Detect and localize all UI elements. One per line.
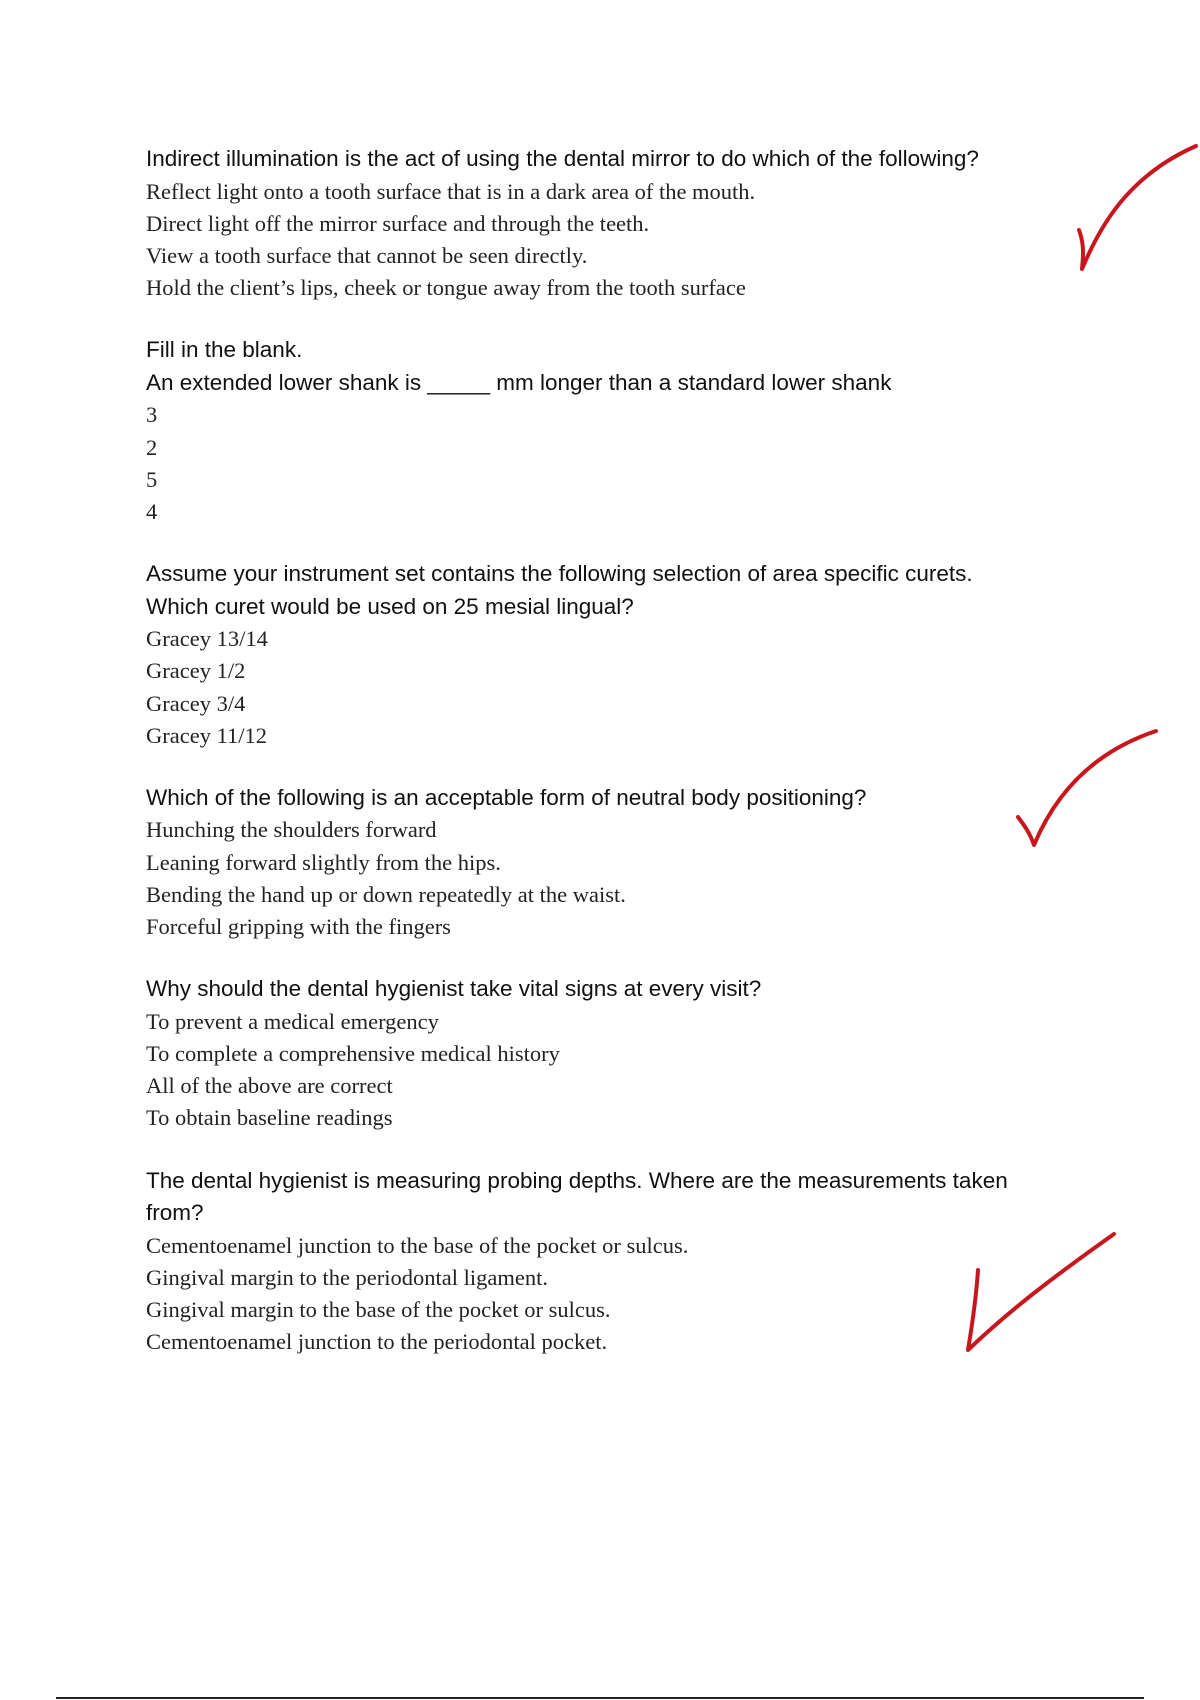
answer-option: To complete a comprehensive medical history [146, 1040, 560, 1066]
answer-option: To prevent a medical emergency [146, 1008, 439, 1034]
question-text: Why should the dental hygienist take vital signs at every visit? [146, 976, 762, 1002]
question-text: Indirect illumination is the act of using the dental mirror to do which of the following? [146, 146, 979, 171]
answer-option: Leaning forward slightly from the hips. [146, 849, 501, 875]
bottom-divider [56, 1697, 1144, 1699]
question-5 [146, 973, 1086, 1134]
question-instruction: Fill in the blank. [146, 337, 303, 363]
question-3 [146, 558, 1086, 752]
question-4 [146, 782, 1086, 943]
checkmark-icon [1070, 138, 1200, 273]
answer-option: To obtain baseline readings [146, 1105, 393, 1131]
answer-option: Cementoenamel junction to the periodontal pocket. [146, 1329, 608, 1355]
answer-option: Hold the client’s lips, cheek or tongue away from the tooth surface [146, 275, 746, 301]
answer-option: All of the above are correct [146, 1073, 393, 1099]
question-1 [146, 143, 1086, 304]
question-text: Which of the following is an acceptable form of neutral body positioning? [146, 784, 867, 810]
question-2 [146, 334, 1086, 528]
answer-option: 3 [146, 402, 158, 428]
answer-option: 2 [146, 434, 158, 460]
answer-option: View a tooth surface that cannot be seen directly. [146, 242, 588, 268]
checkmark-stroke [968, 1234, 1114, 1350]
answer-option: Direct light off the mirror surface and through the teeth. [146, 210, 650, 236]
answer-option: 4 [146, 498, 158, 524]
answer-option: Reflect light onto a tooth surface that is in a dark area of the mouth. [146, 178, 756, 204]
question-text: Assume your instrument set contains the following selection of area specific curets. [146, 561, 973, 587]
answer-option: Gingival margin to the base of the pocket or sulcus. [146, 1296, 611, 1322]
answer-option: Gracey 11/12 [146, 722, 267, 748]
answer-option: Gingival margin to the periodontal ligament. [146, 1264, 549, 1290]
question-text: The dental hygienist is measuring probing depths. Where are the measurements taken [146, 1167, 1008, 1193]
question-list [146, 143, 1086, 1388]
answer-option: Hunching the shoulders forward [146, 817, 437, 843]
question-text: from? [146, 1200, 204, 1226]
question-text: An extended lower shank is _____ mm longer than a standard lower shank [146, 369, 892, 395]
answer-option: Gracey 13/14 [146, 626, 268, 652]
checkmark-stroke [1079, 146, 1196, 269]
answer-option: Gracey 1/2 [146, 658, 246, 684]
question-text: Which curet would be used on 25 mesial lingual? [146, 593, 634, 619]
checkmark-stroke [1018, 731, 1156, 845]
question-6 [146, 1165, 1086, 1359]
answer-option: Cementoenamel junction to the base of the pocket or sulcus. [146, 1232, 689, 1258]
answer-option: Forceful gripping with the fingers [146, 914, 451, 940]
checkmark-icon [960, 1230, 1120, 1360]
answer-option: 5 [146, 466, 158, 492]
answer-option: Gracey 3/4 [146, 690, 246, 716]
checkmark-icon [1010, 725, 1170, 855]
answer-option: Bending the hand up or down repeatedly at the waist. [146, 881, 626, 907]
